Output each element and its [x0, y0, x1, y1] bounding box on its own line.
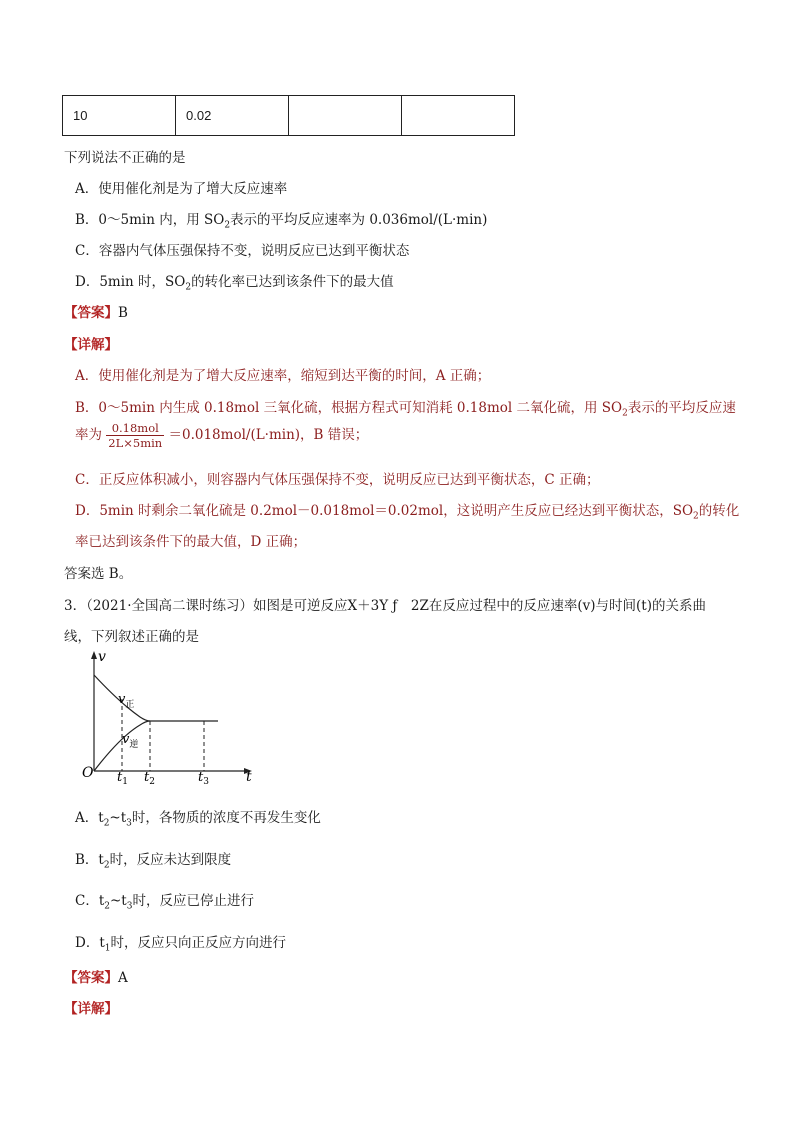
q3-option-d: D．$t_1$时，反应只向正反应方向进行 — [75, 935, 286, 954]
equation: X＋3Y ƒ 2Z — [347, 598, 429, 614]
fraction — [106, 421, 164, 450]
explain-text: D．5min 时剩余二氧化硫是 0.2mol－0.018mol＝0.02mol，这说明产生反应已经达到平衡状态，SO — [75, 503, 694, 519]
t1-label: $t_1$ — [117, 770, 128, 785]
origin-label: O — [82, 765, 94, 781]
q3-option-b: B．$t_2$时，反应未达到限度 — [75, 852, 232, 871]
v-forward-label: $v_正$ — [118, 692, 135, 710]
q3-stem-text: 3．（2021·全国高二课时练习）如图是可逆反应 — [64, 598, 348, 614]
question-stem: 下列说法不正确的是 — [64, 150, 186, 166]
answer-line — [64, 301, 128, 321]
table-cell: 10 — [63, 96, 176, 136]
final-answer: 答案选 B。 — [64, 566, 133, 582]
subscript: 2 — [693, 511, 699, 522]
option-d-text: D．5min 时，SO — [75, 274, 186, 290]
option-c: C．容器内气体压强保持不变，说明反应已达到平衡状态 — [75, 243, 410, 259]
explain-text-2: 的转化 — [698, 503, 740, 519]
rate-time-graph — [80, 645, 265, 785]
fraction-numerator: 0.18mol — [106, 421, 164, 436]
explain-text-2: ＝0.018mol/(L·min)，B 错误； — [168, 427, 369, 443]
v-axis-label: v — [98, 649, 106, 665]
t2-label: $t_2$ — [144, 770, 155, 785]
option-b — [75, 208, 487, 231]
bracket: 】 — [104, 305, 118, 321]
subscript: 2 — [622, 408, 628, 419]
q3-detail-label: 【详解】 — [64, 1001, 118, 1017]
v-axis-arrow — [91, 651, 97, 659]
t3-label: $t_3$ — [198, 770, 209, 785]
q3-option-c: C．$t_2\sim t_3$时，反应已停止进行 — [75, 893, 254, 912]
answer-value: A — [118, 970, 128, 986]
q3-stem-line1 — [64, 594, 706, 614]
bracket: 【 — [64, 305, 78, 321]
explain-b-line2 — [75, 421, 368, 450]
subscript: 2 — [224, 220, 231, 231]
v-reverse-label: $v_逆$ — [122, 732, 139, 750]
option-b-text-2: 表示的平均反应速率为 0.036mol/(L·min) — [230, 212, 488, 228]
explain-d-line1 — [75, 499, 739, 522]
data-table — [62, 95, 515, 136]
explain-text-2: 表示的平均反应速 — [627, 400, 736, 416]
option-d-text-2: 的转化率已达到该条件下的最大值 — [191, 274, 394, 290]
answer-label: 答案 — [77, 305, 105, 321]
q3-stem-text-2: 在反应过程中的反应速率(v)与时间(t)的关系曲 — [428, 598, 706, 614]
detail-word: 详解 — [77, 337, 105, 353]
option-a: A．使用催化剂是为了增大反应速率 — [75, 181, 288, 197]
explain-c: C．正反应体积减小，则容器内气体压强保持不变，说明反应已达到平衡状态，C 正确； — [75, 472, 600, 488]
answer-value: B — [118, 305, 128, 321]
q3-option-a: A．$t_2\sim t_3$时，各物质的浓度不再发生变化 — [75, 810, 321, 829]
answer-label: 答案 — [77, 970, 105, 986]
table-cell — [289, 96, 402, 136]
subscript: 2 — [185, 282, 192, 293]
explain-text: B．0～5min 内生成 0.18mol 三氧化硫，根据方程式可知消耗 0.18mol 二氧化硫，用 SO — [75, 400, 623, 416]
t-axis-label: t — [246, 769, 252, 785]
explain-a: A．使用催化剂是为了增大反应速率，缩短到达平衡的时间，A 正确； — [75, 368, 491, 384]
detail-label: 【详解】 — [64, 337, 118, 353]
table-cell: 0.02 — [176, 96, 289, 136]
q3-stem-line2: 线，下列叙述正确的是 — [64, 629, 199, 645]
option-b-text: B．0～5min 内，用 SO — [75, 212, 225, 228]
option-d — [75, 270, 394, 293]
table-cell — [402, 96, 515, 136]
q3-answer-line: 【答案】A — [64, 970, 128, 986]
detail-word: 详解 — [77, 1001, 105, 1017]
table-row — [63, 96, 515, 136]
explain-b-line1 — [75, 396, 736, 419]
fraction-denominator: 2L×5min — [108, 436, 163, 450]
explain-d-line2: 率已达到该条件下的最大值，D 正确； — [75, 534, 307, 550]
explain-text: 率为 — [75, 427, 102, 443]
